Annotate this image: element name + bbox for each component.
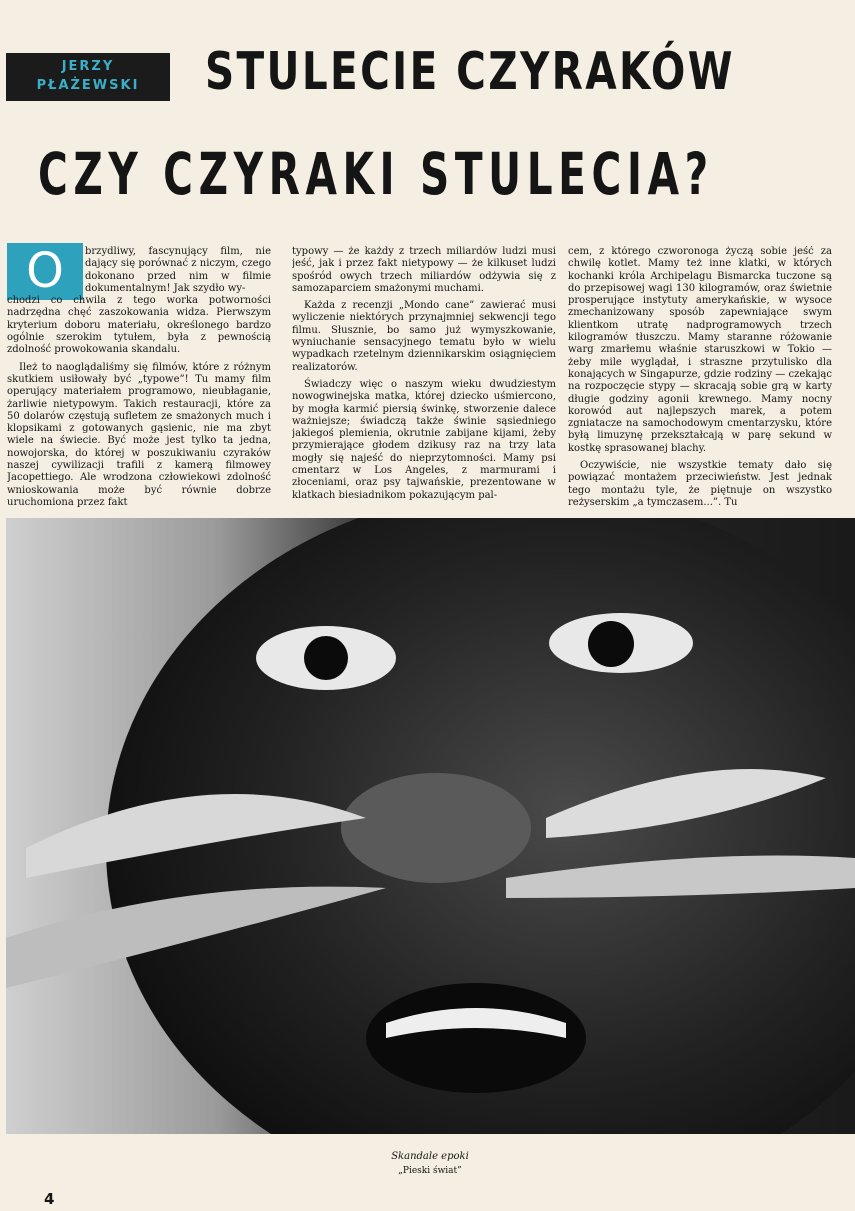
author-byline: [6, 53, 170, 101]
film-still-photo: [6, 518, 855, 1134]
photo-caption: [300, 1150, 560, 1178]
paragraph-col3-1: cem, z którego czworonoga życzą sobie jeść za chwilę kotlet. Mamy też inne klatki, w których kochanki króla Archipelagu Bismarcka tuczone są do przepisowej wagi 130 kilogramów, oraz świetnie prosperujące instytuty amerykańskie, w wysoce zmechanizowany sposób zapewniające swym klientkom utratę nadprogramowych trzech kilogramów tłuszczu. Mamy staranne różowanie warg zmarłemu właśnie staruszkowi w Tokio — żeby mile wyglądał, i straszne przytulisko dla konających w Singapurze, gdzie rodziny — czekając na rozpoczęcie stypy — skracają sobie grą w karty długie godziny agonii krewnego. Mamy nocny korowód aut najlepszych marek, a potem zgniatacze na samochodowym cmentarzysku, które byłą limuzynę przekształcają w parę sekund w kostkę sprasowanej blachy.: [568, 246, 832, 454]
paragraph-col3-2: Oczywiście, nie wszystkie tematy dało się powiązać montażem przeciwieństw. Jest jednak tego montażu tyle, że piętnuje on wszystko reżyserskim „a tymczasem...”. Tu: [568, 460, 832, 508]
paragraph-2: Ileż to naoglądaliśmy się filmów, które z różnym skutkiem usiłowały być „typowe”! Tu mamy film operujący materiałem programowo, nieubłaganie, żarliwie nietypowym. Takich restauracji, które za 50 dolarów częstują sufletem ze smażonych much i klopsikami z gotowanych gąsienic, nie ma zbyt wiele na świecie. Być może jest tylko ta jedna, nowojorska, do której w poszukiwaniu czyraków naszej cywilizacji trafili z kamerą filmowey Jacopettiego. Ale wrodzona człowiekowi zdolność wnioskowania może być równie dobrze uruchomiona przez fakt: [7, 361, 271, 508]
caption-title: Skandale epoki: [391, 1151, 469, 1162]
page-number: 4: [44, 1190, 55, 1208]
headline-line-1: STULECIE CZYRAKÓW: [205, 42, 735, 102]
drop-cap: O: [7, 243, 83, 300]
article-column-1: [7, 246, 271, 514]
headline-line-2: CZY CZYRAKI STULECIA?: [38, 140, 714, 208]
paragraph-1-start: brzydliwy, fascynujący film, nie dający się porównać z niczym, czego dokonano przed nim w filmie dokumentalnym! Jak szydło wy-: [85, 246, 271, 294]
article-column-2: [292, 246, 556, 514]
paragraph-col2-1: typowy — że każdy z trzech miliardów ludzi musi jeść, jak i przez fakt nietypowy — że kilkuset ludzi spośród owych trzech miliardów odżywia się z samozaparciem smażonymi muchami.: [292, 246, 556, 294]
article-column-3: [568, 246, 832, 514]
paragraph-col2-3: Świadczy więc o naszym wieku dwudziestym nowogwinejska matka, której dziecko uśmiercono, by mogła karmić piersią świnkę, stworzenie dalece ważniejsze; świadczą także świnie sąsiedniego jakiegoś plemienia, okrutnie zabijane kijami, żeby przymierające głodem dzikusy raz na trzy lata mogły się najeść do nieprzytomności. Mamy psi cmentarz w Los Angeles, z marmurami i złoceniami, oraz psy tajwańskie, prezentowane w klatkach biesiadnikom pokazującym pal-: [292, 378, 556, 501]
paragraph-col2-2: Każda z recenzji „Mondo cane” zawierać musi wyliczenie niektórych przynajmniej sekwencji tego filmu. Słusznie, bo samo już wymyszkowanie, wyniuchanie sensacyjnego tematu było w wielu wypadkach rzetelnym dziennikarskim osiągnięciem realizatorów.: [292, 300, 556, 373]
author-first-name: JERZY: [61, 59, 115, 74]
author-last-name: PŁAŻEWSKI: [36, 78, 140, 93]
caption-subtitle: „Pieski świat”: [398, 1166, 462, 1176]
paragraph-1-rest: chodzi co chwila z tego worka potworności nadrzędna chęć zaszokowania widza. Pierwszym kryterium doboru materiału, określonego bardzo ogólnie szerokim tytułem, była z pewnością zdolność prowokowania skandalu.: [7, 295, 271, 356]
